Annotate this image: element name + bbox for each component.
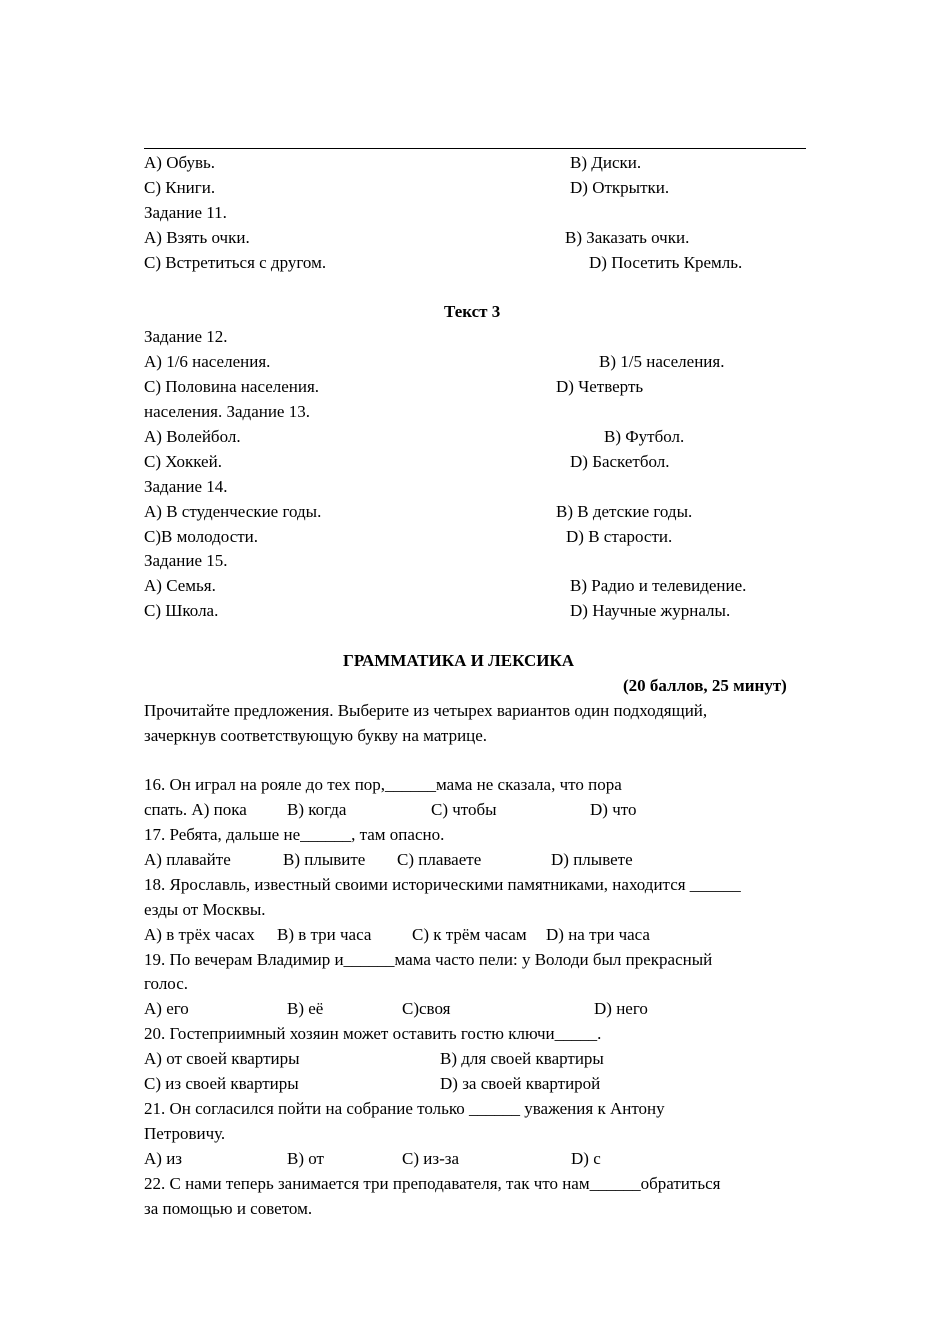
option-d: D) что — [590, 800, 637, 819]
option-a: A) плавайте — [144, 850, 231, 869]
option-d: D) Открытки. — [570, 178, 670, 197]
option-a: A) Взять очки. — [144, 228, 250, 247]
option-a: A) от своей квартиры — [144, 1049, 300, 1068]
option-b: B) 1/5 населения. — [599, 352, 725, 371]
option-d: D) него — [594, 999, 648, 1018]
question-21: 21. Он согласился пойти на собрание только ______ уважения к Антону — [144, 1099, 665, 1118]
option-b: B) Радио и телевидение. — [570, 576, 747, 595]
option-d: D) с — [571, 1149, 601, 1168]
task-label: населения. Задание 13. — [144, 402, 310, 421]
option-c: C)В молодости. — [144, 527, 259, 546]
option-a: A) из — [144, 1149, 183, 1168]
option-b: B) от — [287, 1149, 324, 1168]
option-d: D) Научные журналы. — [570, 601, 731, 620]
option-d: D) Посетить Кремль. — [589, 253, 743, 272]
option-a: спать. A) пока — [144, 800, 247, 819]
option-c: C) Школа. — [144, 601, 219, 620]
option-a: A) в трёх часах — [144, 925, 255, 944]
option-b: B) Футбол. — [604, 427, 685, 446]
question-16: 16. Он играл на рояле до тех пор,______мама не сказала, что пора — [144, 775, 622, 794]
instruction-line: зачеркнув соответствующую букву на матрице. — [144, 726, 488, 745]
question-20: 20. Гостеприимный хозяин может оставить гостю ключи_____. — [144, 1024, 602, 1043]
option-c: C) Встретиться с другом. — [144, 253, 327, 272]
option-d: D) плывете — [551, 850, 633, 869]
option-b: B) для своей квартиры — [440, 1049, 604, 1068]
question-22: 22. С нами теперь занимается три преподавателя, так что нам______обратиться — [144, 1174, 721, 1193]
option-c: C) Книги. — [144, 178, 216, 197]
option-a: A) Волейбол. — [144, 427, 241, 446]
option-a: A) В студенческие годы. — [144, 502, 322, 521]
option-b: B) в три часа — [277, 925, 372, 944]
option-c: C) чтобы — [431, 800, 497, 819]
question-21-cont: Петровичу. — [144, 1124, 226, 1143]
option-c: C) из своей квартиры — [144, 1074, 299, 1093]
option-a: A) 1/6 населения. — [144, 352, 271, 371]
section-heading-grammar: ГРАММАТИКА И ЛЕКСИКА — [343, 651, 575, 670]
section-heading-text3: Текст 3 — [444, 302, 501, 321]
option-c: C) плаваете — [397, 850, 482, 869]
section-points: (20 баллов, 25 минут) — [623, 676, 787, 695]
option-c: C)своя — [402, 999, 451, 1018]
task-label: Задание 14. — [144, 477, 228, 496]
option-a: A) Семья. — [144, 576, 216, 595]
option-d: D) за своей квартирой — [440, 1074, 601, 1093]
question-17: 17. Ребята, дальше не______, там опасно. — [144, 825, 445, 844]
question-19-cont: голос. — [144, 974, 189, 993]
option-d: D) В старости. — [566, 527, 673, 546]
question-18: 18. Ярославль, известный своими историческими памятниками, находится ______ — [144, 875, 741, 894]
header-rule — [144, 148, 806, 149]
option-b: B) В детские годы. — [556, 502, 693, 521]
option-b: B) её — [287, 999, 324, 1018]
option-d: D) Четверть — [556, 377, 644, 396]
option-b: B) плывите — [283, 850, 366, 869]
option-c: C) Хоккей. — [144, 452, 222, 471]
instruction-line: Прочитайте предложения. Выберите из четырех вариантов один подходящий, — [144, 701, 708, 720]
option-a: A) его — [144, 999, 189, 1018]
task-label: Задание 11. — [144, 203, 227, 222]
option-c: C) из-за — [402, 1149, 459, 1168]
question-19: 19. По вечерам Владимир и______мама часто пели: у Володи был прекрасный — [144, 950, 713, 969]
task-label: Задание 12. — [144, 327, 228, 346]
option-a: A) Обувь. — [144, 153, 215, 172]
task-label: Задание 15. — [144, 551, 228, 570]
option-c: C) к трём часам — [412, 925, 527, 944]
option-b: B) когда — [287, 800, 347, 819]
option-d: D) Баскетбол. — [570, 452, 670, 471]
option-c: C) Половина населения. — [144, 377, 320, 396]
option-d: D) на три часа — [546, 925, 650, 944]
question-18-cont: езды от Москвы. — [144, 900, 266, 919]
question-22-cont: за помощью и советом. — [144, 1199, 313, 1218]
option-b: B) Диски. — [570, 153, 642, 172]
option-b: B) Заказать очки. — [565, 228, 690, 247]
